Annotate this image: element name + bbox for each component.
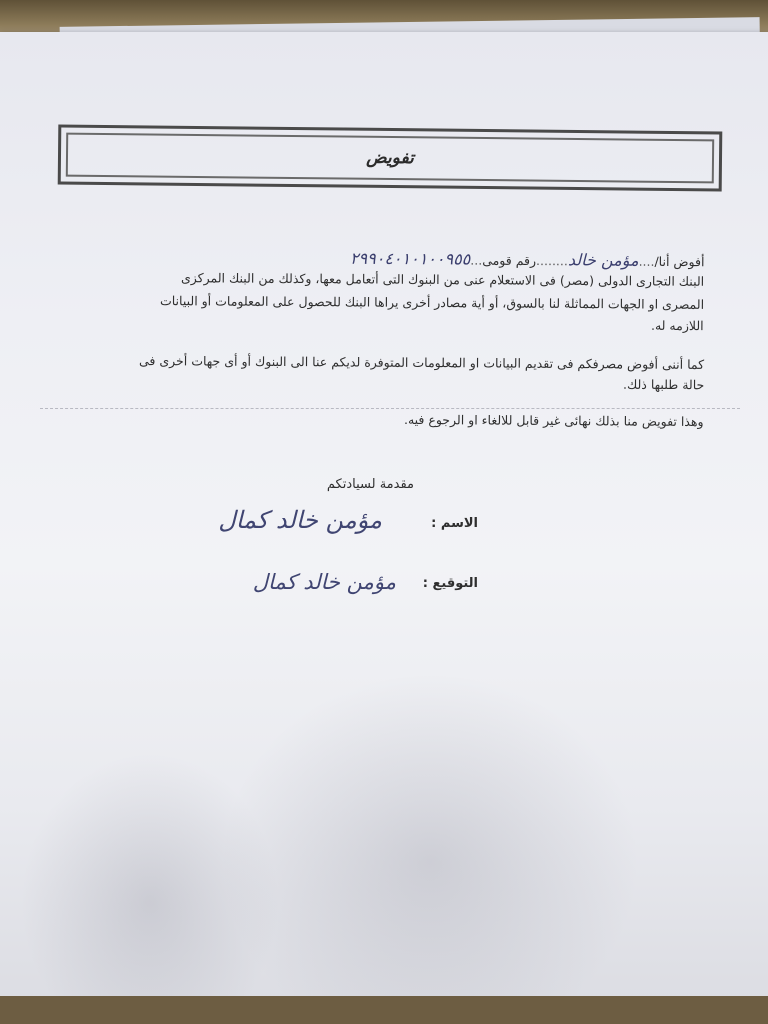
dots-leader: ...: [469, 252, 482, 268]
table-surface-bottom: [0, 996, 768, 1024]
dots-leader: ........: [535, 253, 568, 269]
submitted-to-label: مقدمة لسيادتكم: [326, 477, 414, 492]
paragraph2-line2: حالة طلبها ذلك.: [622, 376, 705, 393]
dots-leader: ....: [638, 253, 655, 269]
name-label: الاسم :: [431, 516, 478, 531]
paragraph3: وهذا تفويض منا بذلك نهائى غير قابل للالغاء او الرجوع فيه.: [404, 411, 705, 430]
photo-shadow: [220, 672, 640, 1000]
title-box-inner: [66, 133, 714, 184]
fold-line: [40, 408, 740, 409]
paragraph1-line3: المصرى او الجهات المماثلة لنا بالسوق، أو أية مصادر أخرى يراها البنك للحصول على المعلومات أو البيانات: [159, 293, 705, 312]
paragraph1-line4: اللازمه له.: [651, 317, 705, 334]
national-id-label: رقم قومى: [481, 252, 536, 269]
authorizer-prefix: أفوض أنا/: [653, 253, 705, 270]
authorizer-line: [349, 249, 704, 270]
signature-label: التوقيع :: [422, 576, 478, 591]
national-id-handwritten: ٢٩٩٠٤٠١٠١٠٠٩٥٥: [349, 248, 470, 269]
paragraph2-line1: كما أننى أفوض مصرفكم فى تقديم البيانات او المعلومات المتوفرة لديكم عنا الى البنوك أو أى جهات أخرى فى: [138, 353, 705, 372]
signature-handwritten: مؤمن خالد كمال: [252, 570, 396, 594]
paragraph1-line2: البنك التجارى الدولى (مصر) فى الاستعلام عنى من البنوك التى أتعامل معها، وكذلك من البنك المركزى: [180, 270, 705, 289]
title-box: [58, 125, 723, 192]
name-handwritten: مؤمن خالد كمال: [218, 506, 382, 534]
authorizer-name-handwritten: مؤمن خالد: [567, 250, 639, 270]
document-title: تفويض: [366, 147, 414, 169]
